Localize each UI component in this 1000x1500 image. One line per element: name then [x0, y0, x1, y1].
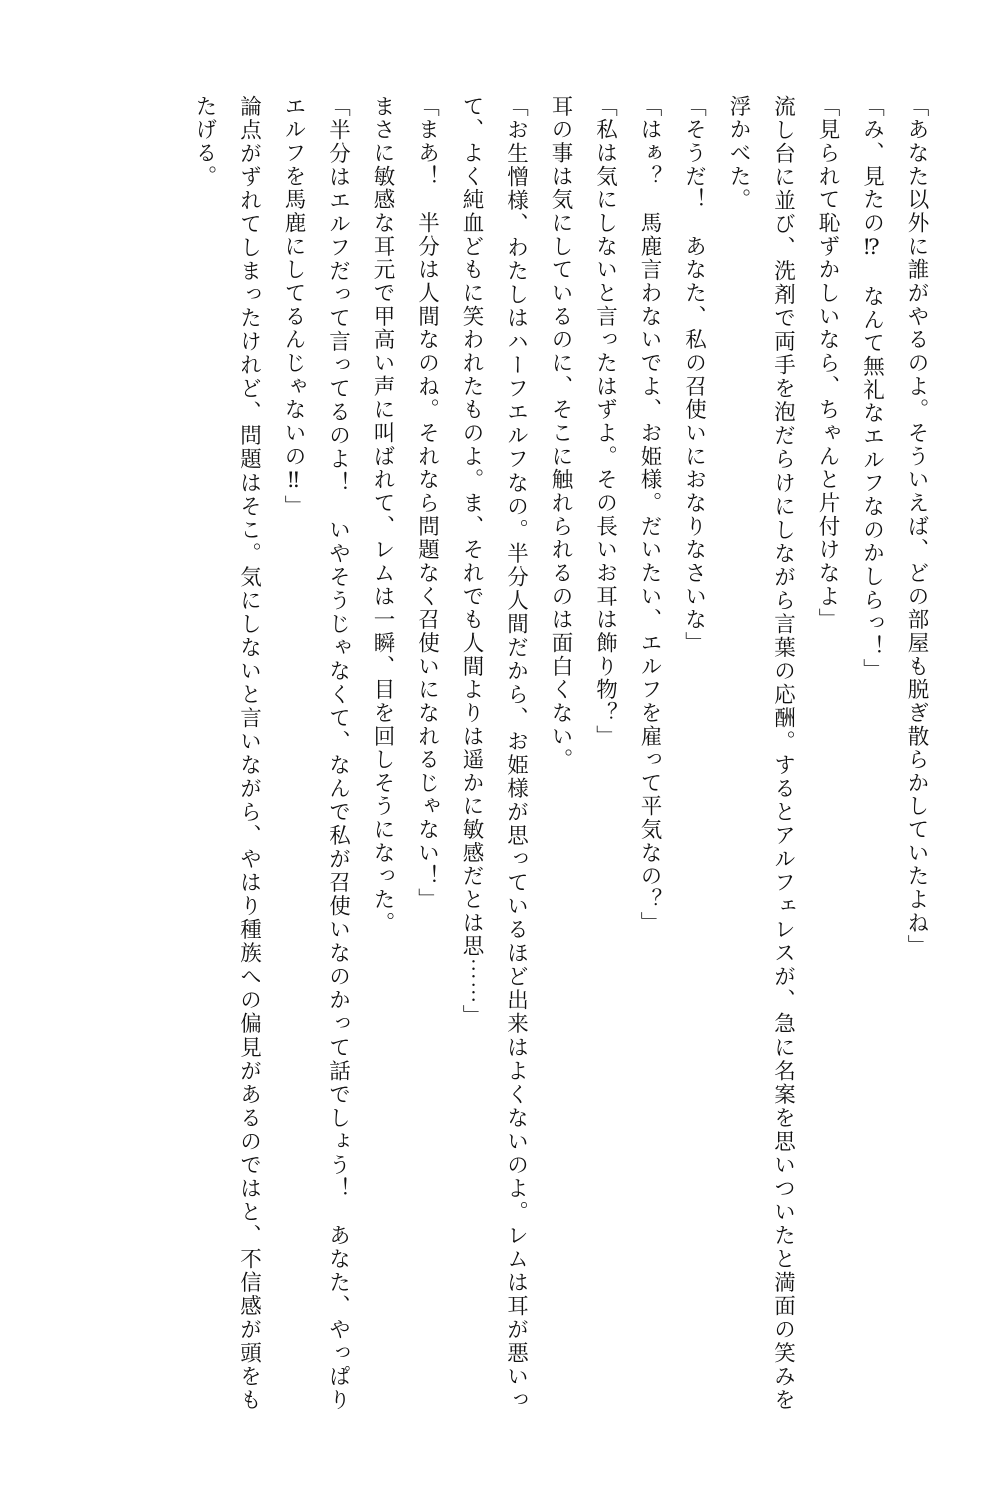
paragraph: 流し台に並び、洗剤で両手を泡だらけにしながら言葉の応酬。するとアルフェレスが、急に名案を思いついたと満面の笑みを浮かべた。: [726, 95, 796, 1412]
paragraph: 論点がずれてしまったけれど、問題はそこ。気にしないと言いながら、やはり種族への偏見があるのではと、不信感が頭をもたげる。: [192, 95, 262, 1412]
paragraph: 「私は気にしないと言ったはずよ。その長いお耳は飾り物？」: [592, 95, 618, 749]
paragraph: 「見られて恥ずかしいなら、ちゃんと片付けなよ」: [815, 95, 840, 632]
paragraph: まさに敏感な耳元で甲高い声に叫ばれて、レムは一瞬、目を回しそうになった。: [370, 95, 395, 935]
paragraph: 「はぁ？ 馬鹿言わないでよ、お姫様。だいたい、エルフを雇って平気なの？」: [637, 95, 662, 935]
paragraph: 「あなた以外に誰がやるのよ。そういえば、どの部屋も脱ぎ散らかしていたよね」: [904, 95, 929, 959]
paragraph: 耳の事は気にしているのに、そこに触れられるのは面白くない。: [548, 95, 573, 772]
paragraph: 「そうだ！ あなた、私の召使いにおなりなさいな」: [681, 95, 707, 655]
novel-body-text: [62, 95, 938, 1412]
paragraph: 「み、見たの⁉ なんて無礼なエルフなのかしらっ！」: [859, 95, 885, 682]
paragraph: 「まあ！ 半分は人間なのね。それなら問題なく召使いになれるじゃない！」: [414, 95, 440, 912]
paragraph: 「お生憎様、わたしはハーフエルフなの。半分人間だから、お姫様が思っているほど出来はよくないのよ。レムは耳が悪いって、よく純血どもに笑われたものよ。ま、それでも人間よりは遥かに敏感だとは思⋯⋯」: [459, 95, 529, 1412]
paragraph: 「半分はエルフだって言ってるのよ！ いやそうじゃなくて、なんで私が召使いなのかって話でしょう！ あなた、やっぱりエルフを馬鹿にしてるんじゃないの‼」: [281, 95, 351, 1412]
